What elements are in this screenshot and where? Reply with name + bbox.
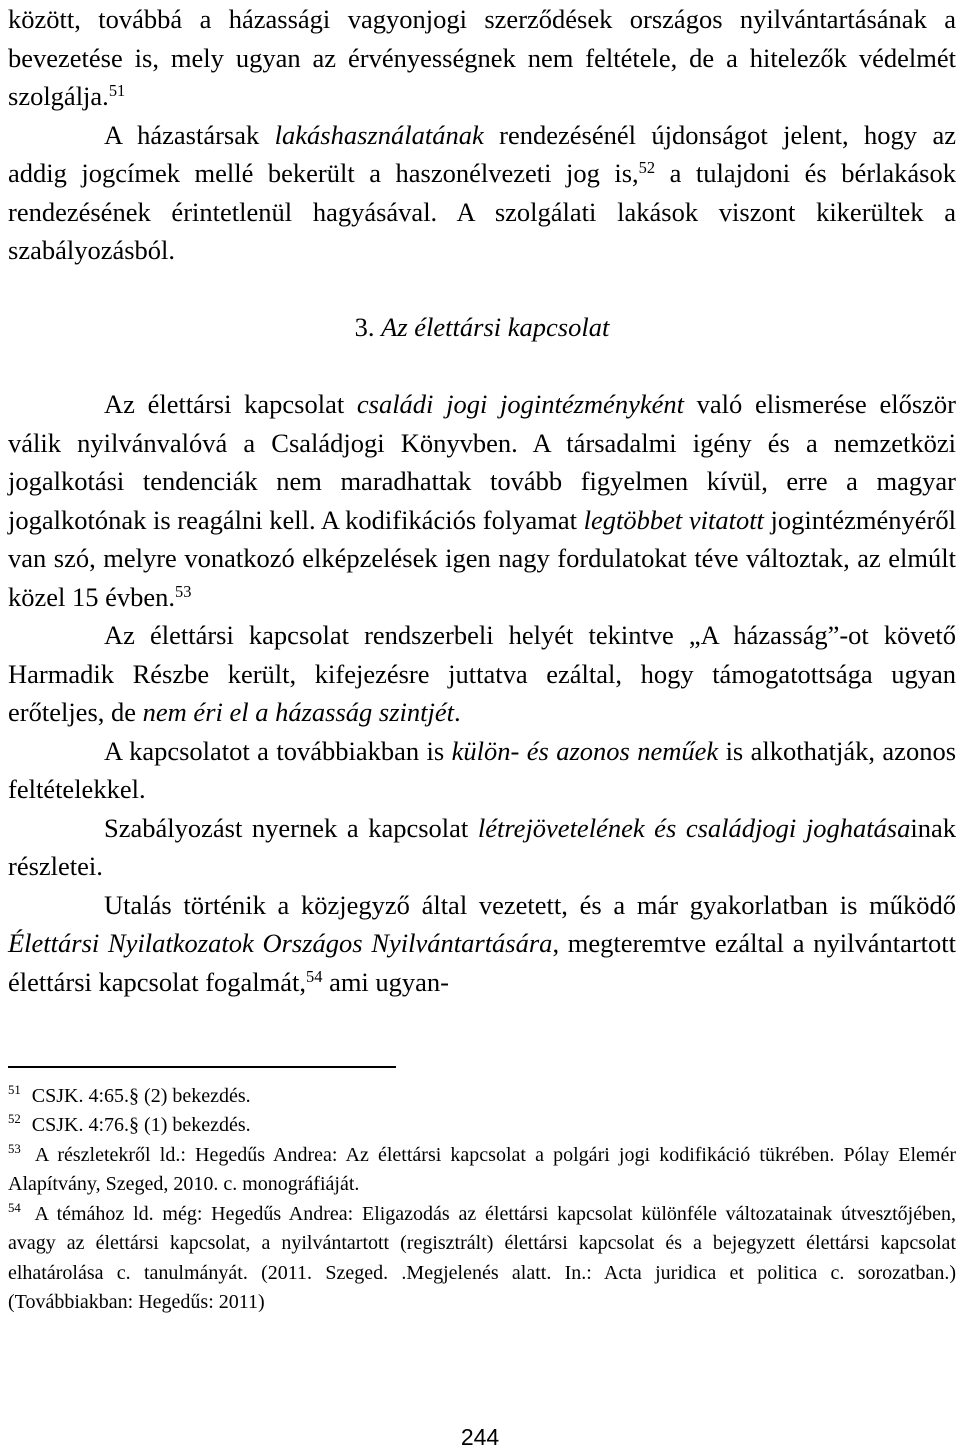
paragraph-text: Szabályozást nyernek a kapcsolat [104, 812, 478, 843]
footnote-ref-52[interactable]: 52 [638, 157, 656, 177]
paragraph-text: Az élettársi kapcsolat [104, 389, 357, 419]
footnote-number: 54 [8, 1200, 21, 1215]
paragraph-text: Utalás történik a közjegyző által vezetett, és a már gyakorlatban is működő [104, 889, 956, 920]
footnote-ref-54[interactable]: 54 [306, 966, 323, 986]
footnote-51 [8, 1082, 956, 1112]
page-number: 244 [460, 1424, 500, 1450]
footnotes-section [8, 1066, 956, 1318]
footnote-54 [8, 1200, 956, 1318]
paragraph-azonos-nemuek [8, 732, 956, 809]
emphasis-text: Élettársi Nyilatkozatok Országos Nyilvántartására [8, 928, 553, 958]
paragraph-text: rendezésénél újdonságot jelent, hogy az addig jogcímek mellé bekerült a haszonélvezeti jog is, [8, 119, 956, 188]
paragraph-text: ami ugyan- [322, 966, 450, 997]
paragraph-szabalyozas [8, 809, 956, 886]
footnote-number: 51 [8, 1082, 21, 1097]
paragraph-text: is alkothatják, azonos feltételekkel. [8, 735, 957, 804]
emphasis-text: családi jogi jogintézményként [356, 389, 684, 419]
emphasis-text: lakáshasználatának [274, 119, 484, 150]
footnote-text: CSJK. 4:65.§ (2) bekezdés. [26, 1084, 251, 1107]
paragraph-vagyonjogi [8, 0, 956, 116]
paragraph-text: a tulajdoni és bérlakások rendezésének érintetlenül hagyásával. A szolgálati lakások viszont kikerültek a szabályozásból. [8, 158, 956, 265]
emphasis-text: külön- és azonos neműek [451, 735, 719, 766]
paragraph-text: . [454, 697, 461, 727]
section-title: Az élettársi kapcsolat [381, 312, 610, 342]
paragraph-text: A kapcsolatot a továbbiakban is [104, 735, 452, 766]
paragraph-text: jogintézményéről van szó, melyre vonatkozó elképzelések igen nagy fordulatokat téve változtak, az elmúlt közel 15 évben. [8, 504, 956, 612]
footnote-divider [8, 1066, 396, 1068]
emphasis-text: nem éri el a házasság szintjét [142, 697, 455, 727]
section-number: 3. [354, 312, 382, 342]
paragraph-lakashasznalat [8, 116, 956, 270]
footnote-text: A részletekről ld.: Hegedűs Andrea: Az élettársi kapcsolat a polgári jogi kodifikáció tükrében. Pólay Elemér Alapítvány, Szeged, 2010. c. monográfiáját. [8, 1143, 956, 1195]
section-heading [8, 308, 956, 347]
footnote-53 [8, 1141, 956, 1200]
paragraph-elettarsi-intro [8, 385, 956, 616]
emphasis-text: legtöbbet vitatott [583, 504, 764, 535]
body-text [8, 0, 956, 1001]
footnote-text: A témához ld. még: Hegedűs Andrea: Eligazodás az élettársi kapcsolat különféle változatainak útvesztőjében, avagy az élettársi kapcsolat, a nyilvántartott (regisztrált) élettársi kapcsolat és a bejegyzett élettársi kapcsolat elhatárolása c. tanulmányát. (2011. Szeged. .Megjelenés alatt. In.: Acta juridica et politica c. sorozatban.) (Továbbiakban: Hegedűs: 2011) [8, 1202, 956, 1313]
paragraph-text: inak részletei. [8, 812, 956, 881]
paragraph-text: között, továbbá a házassági vagyonjogi szerződések országos nyilvántartásának a bevezetése is, mely ugyan az érvényességnek nem feltétele, de a hitelezők védelmét szolgálja. [8, 4, 956, 111]
paragraph-text: , megteremtve ezáltal a nyilvántartott élettársi kapcsolat fogalmát, [8, 928, 956, 997]
paragraph-text: való elismerése először válik nyilvánvalóvá a Családjogi Könyvben. A társadalmi igény és a nemzetközi jogalkotási tendenciák nem maradhattak tovább figyelmen kívül, erre a magyar jogalkotónak is reagálni kell. A kodifikációs folyamat [8, 389, 956, 535]
footnote-ref-51[interactable]: 51 [108, 80, 126, 100]
paragraph-text: Az élettársi kapcsolat rendszerbeli helyét tekintve „A házasság”-ot követő Harmadik Részbe került, kifejezésre juttatva ezáltal, hogy támogatottsága ugyan erőteljes, de [8, 620, 956, 727]
emphasis-text: létrejövetelének és családjogi joghatása [477, 812, 911, 843]
footnote-52 [8, 1111, 956, 1141]
paragraph-text: A házastársak [104, 119, 275, 150]
footnote-number: 53 [8, 1141, 21, 1156]
paragraph-kozjegyzo [8, 886, 956, 1002]
footnote-text: CSJK. 4:76.§ (1) bekezdés. [26, 1114, 251, 1136]
footnote-number: 52 [8, 1112, 21, 1127]
footnote-ref-53[interactable]: 53 [175, 581, 192, 601]
paragraph-rendszerbeli-hely [8, 616, 956, 732]
